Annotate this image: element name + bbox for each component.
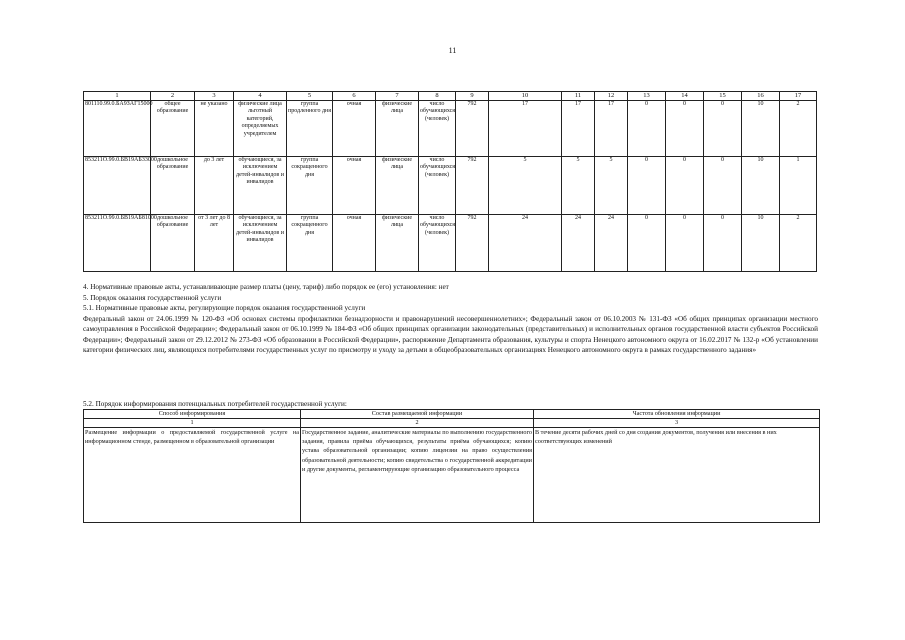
table-cell: до 3 лет xyxy=(195,157,234,215)
table-row xyxy=(84,157,817,215)
legal-acts-text: Федеральный закон от 24.06.1999 № 120-ФЗ «Об основах системы профилактики безнадзорности и правонарушений несовершеннолетних»; Федеральный закон от 06.10.2003 № 131-ФЗ «Об общих принципах организации местного самоуправления в Российской Федерации»; Федеральный закон от 06.10.1999 № 184-ФЗ «Об общих принципах организации законодательных (представительных) и исполнительных органов государственной власти субъектов Российской Федерации»; Федеральный закон от 29.12.2012 № 273-ФЗ «Об образовании в Российской Федерации», распоряжение Департамента образования, культуры и спорта Ненецкого автономного округа от 16.02.2017 № 132-р «Об установлении категории физических лиц, являющихся потребителями государственных услуг по присмотру и уходу за детьми в общеобразовательных организациях Ненецкого автономного округа в рамках государственного задания» xyxy=(83,314,818,354)
table-cell: 17 xyxy=(489,101,562,157)
table-cell: 10 xyxy=(742,157,780,215)
table-cell: 853211О.99.0.БВ19АБ33000 xyxy=(84,157,151,215)
column-number: 14 xyxy=(666,92,704,101)
column-number: 11 xyxy=(562,92,595,101)
section-5-2: 5.2. Порядок информирования потенциальных потребителей государственной услуги: xyxy=(83,400,347,408)
table-cell: общее образование xyxy=(151,101,195,157)
column-number: 5 xyxy=(287,92,333,101)
section-5-1: 5.1. Нормативные правовые акты, регулирующие порядок оказания государственной услуги xyxy=(83,304,366,312)
table-cell: обучающиеся, за исключением детей-инвалидов и инвалидов xyxy=(234,215,287,272)
table-cell: 0 xyxy=(704,101,742,157)
table-cell: 10 xyxy=(742,101,780,157)
column-number: 12 xyxy=(595,92,628,101)
column-number: 16 xyxy=(742,92,780,101)
informing-header-row xyxy=(84,410,820,419)
column-number: 4 xyxy=(234,92,287,101)
column-number: 7 xyxy=(376,92,419,101)
column-number: 17 xyxy=(780,92,817,101)
table-cell: от 3 лет до 8 лет xyxy=(195,215,234,272)
table-cell: очная xyxy=(333,157,376,215)
table-cell: группа сокращенного дня xyxy=(287,157,333,215)
table-cell: 24 xyxy=(595,215,628,272)
table-cell: не указано xyxy=(195,101,234,157)
column-number: 3 xyxy=(534,419,820,428)
table-row xyxy=(84,215,817,272)
table-cell: 0 xyxy=(666,101,704,157)
table-cell: 792 xyxy=(456,157,489,215)
table-cell: очная xyxy=(333,215,376,272)
table-cell: группа сокращенного дня xyxy=(287,215,333,272)
table-cell: очная xyxy=(333,101,376,157)
column-number: 2 xyxy=(151,92,195,101)
column-number: 6 xyxy=(333,92,376,101)
table-cell: 792 xyxy=(456,215,489,272)
table-cell: физические лица xyxy=(376,157,419,215)
table-cell: 2 xyxy=(780,101,817,157)
column-number: 9 xyxy=(456,92,489,101)
service-indicators-table xyxy=(83,91,817,272)
page-number: 11 xyxy=(448,46,457,55)
table-cell: дошкольное образование xyxy=(151,157,195,215)
table-cell: 801110.99.0.БА9ЗАГ15000 xyxy=(84,101,151,157)
table-cell: 0 xyxy=(628,101,666,157)
table-cell: число обучающихся (человек) xyxy=(419,215,456,272)
informing-method: Размещение информации о предоставляемой государственной услуге на информационном стенде, размещенном в образовательной организации xyxy=(84,428,301,523)
table-cell: 10 xyxy=(742,215,780,272)
table-cell: группа продленного дня xyxy=(287,101,333,157)
table-cell: физические лица xyxy=(376,101,419,157)
column-header: Состав размещаемой информации xyxy=(301,410,534,419)
column-header: Частота обновления информации xyxy=(534,410,820,419)
column-number: 13 xyxy=(628,92,666,101)
table-cell: число обучающихся (человек) xyxy=(419,101,456,157)
section-5: 5. Порядок оказания государственной услуги xyxy=(83,293,222,302)
table-cell: 17 xyxy=(595,101,628,157)
table-header-row xyxy=(84,92,817,101)
table-cell: 853211О.99.0.БВ19АБ81000 xyxy=(84,215,151,272)
informing-number-row xyxy=(84,419,820,428)
table-cell: физические лица xyxy=(376,215,419,272)
column-number: 10 xyxy=(489,92,562,101)
table-cell: 2 xyxy=(780,215,817,272)
column-number: 15 xyxy=(704,92,742,101)
table-cell: 0 xyxy=(628,215,666,272)
column-number: 3 xyxy=(195,92,234,101)
column-number: 8 xyxy=(419,92,456,101)
table-cell: 792 xyxy=(456,101,489,157)
table-cell: дошкольное образование xyxy=(151,215,195,272)
informing-table xyxy=(83,409,820,523)
column-number: 1 xyxy=(84,419,301,428)
table-cell: число обучающихся (человек) xyxy=(419,157,456,215)
table-cell: 5 xyxy=(562,157,595,215)
informing-row xyxy=(84,428,820,523)
table-cell: физические лица льготный категорий, определяемых учредителем xyxy=(234,101,287,157)
table-cell: 5 xyxy=(595,157,628,215)
table-cell: 5 xyxy=(489,157,562,215)
table-row xyxy=(84,101,817,157)
informing-frequency: В течение десяти рабочих дней со дня создания документов, получения или внесения в них соответствующих изменений xyxy=(534,428,820,523)
table-cell: 0 xyxy=(704,157,742,215)
table-cell: 24 xyxy=(489,215,562,272)
table-cell: 0 xyxy=(666,157,704,215)
sections-block xyxy=(83,282,818,356)
table-cell: 0 xyxy=(704,215,742,272)
informing-content: Государственное задание, аналитические материалы по выполнению государственного задания, правила приёма обучающихся, результаты приёма обучающихся; копию устава образовательной организации; копию лицензии на право осуществления образовательной деятельности; копию свидетельства о государственной аккредитации и другие документы, регламентирующие организацию образовательного процесса xyxy=(301,428,534,523)
section-4: 4. Нормативные правовые акты, устанавливающие размер платы (цену, тариф) либо порядок ее (его) установления: нет xyxy=(83,283,449,291)
table-cell: 1 xyxy=(780,157,817,215)
table-cell: 17 xyxy=(562,101,595,157)
column-number: 2 xyxy=(301,419,534,428)
table-cell: 24 xyxy=(562,215,595,272)
table-cell: обучающиеся, за исключением детей-инвалидов и инвалидов xyxy=(234,157,287,215)
column-number: 1 xyxy=(84,92,151,101)
table-cell: 0 xyxy=(628,157,666,215)
column-header: Способ информирования xyxy=(84,410,301,419)
table-cell: 0 xyxy=(666,215,704,272)
